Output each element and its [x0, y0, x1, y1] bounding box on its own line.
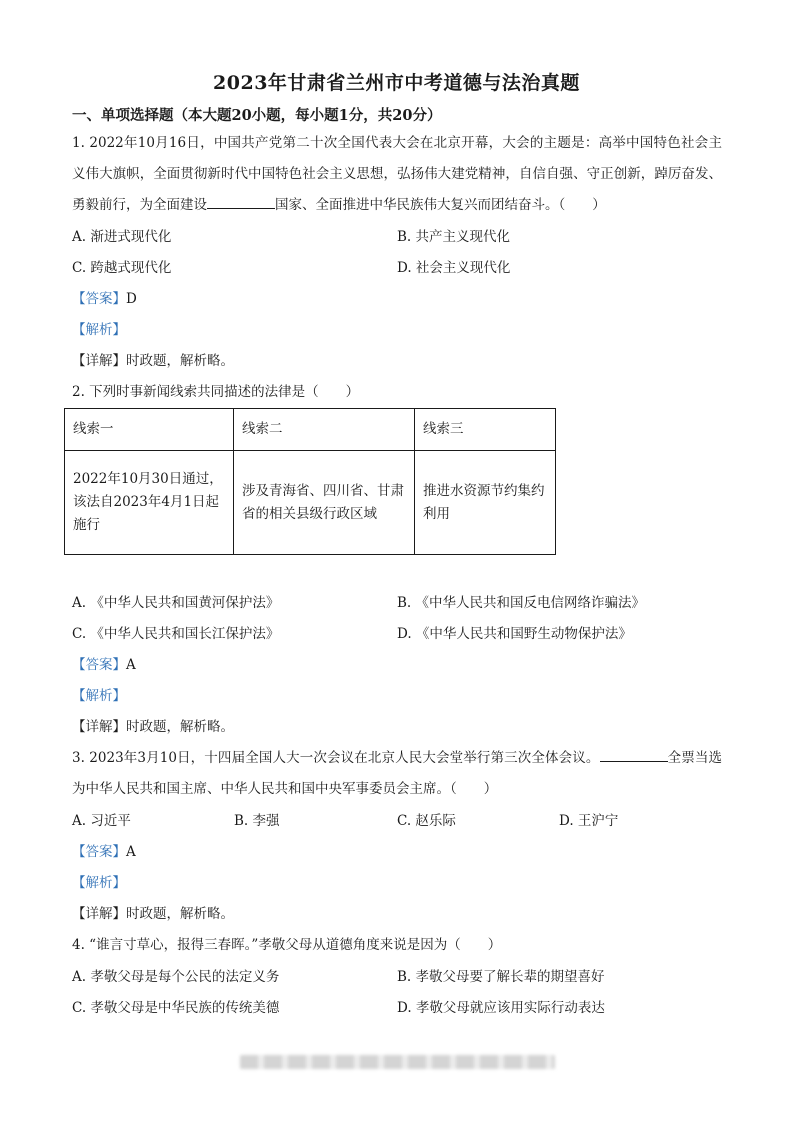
question-3-stem: 3. 2023年3月10日，十四届全国人大一次会议在北京人民大会堂举行第三次全体会议。 全票当选为中华人民共和国主席、中华人民共和国中央军事委员会主席。（ ） — [72, 750, 723, 797]
question-2-option-a: A. 《中华人民共和国黄河保护法》 — [72, 595, 280, 611]
table-cell: 推进水资源节约集约利用 — [415, 451, 556, 555]
question-3-option-a: A. 习近平 — [72, 813, 131, 829]
fill-blank — [600, 760, 668, 762]
answer-tag: 【答案】 — [72, 844, 126, 860]
question-4-option-c: C. 孝敬父母是中华民族的传统美德 — [72, 1000, 280, 1016]
question-1-detail: 【详解】时政题，解析略。 — [72, 353, 234, 369]
question-3-option-b: B. 李强 — [234, 813, 280, 829]
question-2-detail: 【详解】时政题，解析略。 — [72, 719, 234, 735]
table-header-cell: 线索三 — [415, 409, 556, 451]
question-2-option-b: B. 《中华人民共和国反电信网络诈骗法》 — [397, 595, 646, 611]
question-1-option-b: B. 共产主义现代化 — [397, 229, 511, 245]
question-2-stem: 2. 下列时事新闻线索共同描述的法律是（ ） — [72, 384, 360, 400]
answer-tag: 【答案】 — [72, 657, 126, 673]
question-1-answer: 【答案】D — [72, 291, 137, 307]
question-1-stem: 1. 2022年10月16日，中国共产党第二十次全国代表大会在北京开幕，大会的主题是：高举中国特色社会主义伟大旗帜，全面贯彻新时代中国特色社会主义思想，弘扬伟大建党精神，自信自强、守正创新，踔厉奋发、勇毅前行，为全面建设 国家、全面推进中华民族伟大复兴而团结奋斗。（ ） — [72, 135, 722, 213]
question-3-detail: 【详解】时政题，解析略。 — [72, 906, 234, 922]
fill-blank — [207, 207, 275, 209]
clue-table — [64, 408, 556, 555]
question-3-option-d: D. 王沪宁 — [559, 813, 619, 829]
question-3-answer: 【答案】A — [72, 844, 136, 860]
page-title: 2023年甘肃省兰州市中考道德与法治真题 — [213, 72, 580, 94]
blurred-footer — [240, 1055, 555, 1069]
question-3-analysis-tag: 【解析】 — [72, 875, 126, 891]
question-1-option-a: A. 渐进式现代化 — [72, 229, 172, 245]
table-cell: 涉及青海省、四川省、甘肃省的相关县级行政区域 — [234, 451, 415, 555]
question-2-option-d: D. 《中华人民共和国野生动物保护法》 — [397, 626, 632, 642]
question-4-stem: 4. “谁言寸草心，报得三春晖。”孝敬父母从道德角度来说是因为（ ） — [72, 937, 502, 953]
question-1-option-c: C. 跨越式现代化 — [72, 260, 172, 276]
question-4-option-d: D. 孝敬父母就应该用实际行动表达 — [397, 1000, 605, 1016]
question-2-answer: 【答案】A — [72, 657, 136, 673]
table-cell: 2022年10月30日通过，该法自2023年4月1日起施行 — [65, 451, 234, 555]
section-heading: 一、单项选择题（本大题20小题，每小题1分，共20分） — [72, 107, 442, 124]
table-header-cell: 线索二 — [234, 409, 415, 451]
question-2-option-c: C. 《中华人民共和国长江保护法》 — [72, 626, 280, 642]
question-4-option-b: B. 孝敬父母要了解长辈的期望喜好 — [397, 969, 605, 985]
question-1-analysis-tag: 【解析】 — [72, 322, 126, 338]
question-3-option-c: C. 赵乐际 — [397, 813, 456, 829]
table-header-cell: 线索一 — [65, 409, 234, 451]
question-2-analysis-tag: 【解析】 — [72, 688, 126, 704]
answer-tag: 【答案】 — [72, 291, 126, 307]
question-4-option-a: A. 孝敬父母是每个公民的法定义务 — [72, 969, 280, 985]
question-1-option-d: D. 社会主义现代化 — [397, 260, 511, 276]
